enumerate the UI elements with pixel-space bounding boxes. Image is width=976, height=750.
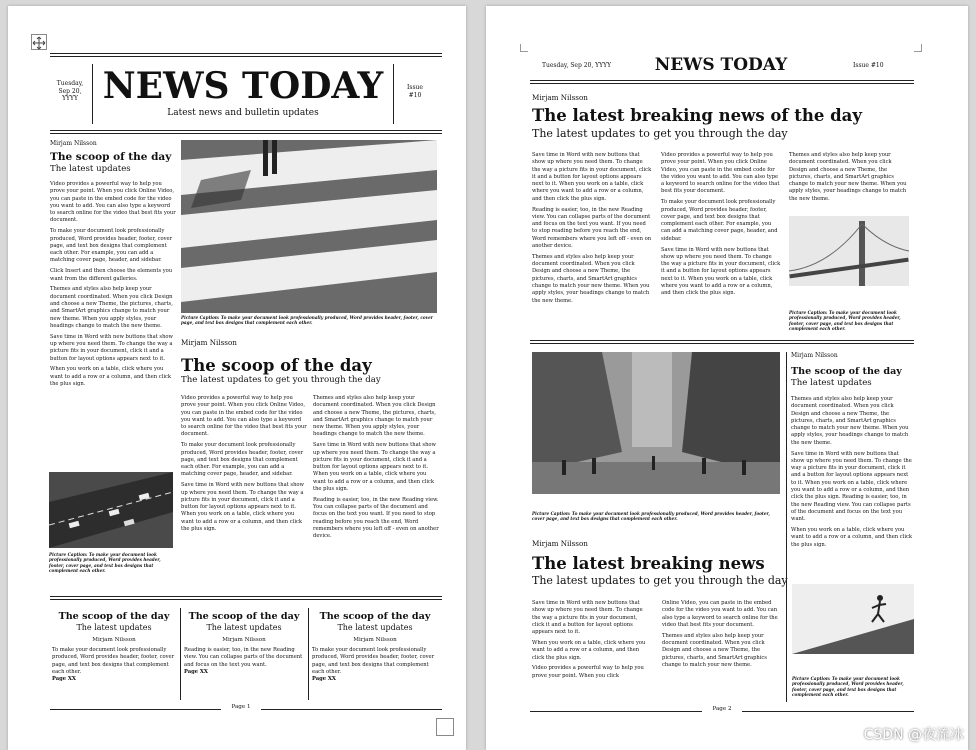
page-number: Page 2 [702,706,742,712]
masthead-issue: Issue #10 [407,84,423,99]
masthead-tagline: Latest news and bulletin updates [167,108,319,118]
bottom-story-3: The scoop of the day The latest updates Mirjam Nilsson To make your document look professionally produced, Word provides header, footer, cover page, and text box designs that complement each other. Page XX [312,611,435,683]
image-caption: Picture Caption: To make your document look professionally produced, Word provides header, footer, cover page, and text box designs that complement each other. [789,310,901,331]
header-issue: Issue #10 [853,62,884,69]
crosswalk-image [181,140,437,313]
subhead: The latest updates to get you through the day [532,574,788,587]
image-caption: Picture Caption: To make your document look professionally produced, Word provides header, footer, cover page, and text box designs that complement each other. [49,552,161,573]
author: Mirjam Nilsson [181,338,237,347]
author: Mirjam Nilsson [532,93,588,102]
article-column-1: Save time in Word with new buttons that show up where you need them. To change the way a picture fits in your document, click it and a button for layout options appears next to it. When you work on a table, click where you want to add a row or a column, and then click the plus sign. Reading is easier, too, in the new Reading view. You can collapse parts of the document and focus on the text you want. If you need to stop reading before you reach the end, Word remembers where you left off - even on another device. Themes and styles also help keep your document coordinated. When you click Design and choose a new Theme, the pictures, charts, and SmartArt graphics change to match your new theme. When you apply styles, your headings change to match the new theme. [532,152,652,304]
watermark: CSDN @夜流冰 [863,727,964,743]
article-column-1: Save time in Word with new buttons that show up where you need them. To change the way a picture fits in your document, click it and a button for layout options appears next to it. When you work on a table, click where you want to add a row or a column, and then click the plus sign. Video provides a powerful way to help you prove your point. When you click [532,600,646,679]
move-handle-icon[interactable] [31,34,47,50]
headline: The latest breaking news [532,554,765,573]
runner-image [792,584,914,654]
article-column-2: Online Video, you can paste in the embed code for the video you want to add. You can also type a keyword to search online for the video that best fits your document. Themes and styles also help keep your document coordinated. When you click Design and choose a new Theme, the pictures, charts, and SmartArt graphics change to match your new theme. [662,600,778,668]
article-body: Video provides a powerful way to help you prove your point. When you click Online Video, you can paste in the embed code for the video you want to add. You can also type a keyword to search online for the video that best fits your document. To make your document look professionally produced, Word provides header, footer, cover page, and text box designs that complement each other. For example, you can add a matching cover page, header, and sidebar. Click Insert and then choose the elements you want from the different galleries. Themes and styles also help keep your document coordinated. When you click Design and choose a new Theme, the pictures, charts, and SmartArt graphics change to match your new theme. When you apply styles, your headings change to match the new theme. Save time in Word with new buttons that show up where you need them. To change the way a picture fits in your document, click it and a button for layout options appears next to it. When you work on a table, click where you want to add a row or a column, and then click the plus sign. [50,181,176,387]
sidebar-article: Mirjam Nilsson The scoop of the day The latest updates Themes and styles also help keep your document coordinated. When you click Design and choose a new Theme, the pictures, charts, and SmartArt graphics change to match your new theme. When you apply styles, your headings change to match the new theme. Save time in Word with new buttons that show up where you need them. To change the way a picture fits in your document, click it and a button for layout options appears next to it. When you work on a table, click where you want to add a row or a column, and then click the plus sign. Reading is easier, too, in the new Reading view. You can collapse parts of the document and focus on the text you want. When you work on a table, click where you want to add a row or a column, and then click the plus sign. [791,352,913,548]
bridge-image [789,216,909,286]
article-column-1: Video provides a powerful way to help you prove your point. When you click Online Video, you can paste in the embed code for the video you want to add. You can also type a keyword to search online for the video that best fits your document. To make your document look professionally produced, Word provides header, footer, cover page, and text box designs that complement each other. For example, you can add a matching cover page, header, and sidebar. Save time in Word with new buttons that show up where you need them. To change the way a picture fits in your document, click it and a button for layout options appears next to it. When you work on a table, click where you want to add a row or a column, and then click the plus sign. [181,395,307,533]
page-2 [486,6,968,750]
author: Mirjam Nilsson [50,140,97,147]
header-title: NEWS TODAY [654,55,788,75]
author: Mirjam Nilsson [532,539,588,548]
subhead: The latest updates to get you through the day [532,127,788,140]
subhead: The latest updates to get you through the day [181,375,381,385]
image-caption: Picture Caption: To make your document look professionally produced, Word provides header, footer, cover page, and text box designs that complement each other. [181,315,433,326]
headline: The latest breaking news of the day [532,106,862,125]
image-caption: Picture Caption: To make your document look professionally produced, Word provides header, footer, cover page, and text box designs that complement each other. [532,511,770,522]
page-1 [8,6,466,750]
article-column-2: Themes and styles also help keep your document coordinated. When you click Design and choose a new Theme, the pictures, charts, and SmartArt graphics change to match your new theme. When you apply styles, your headings change to match the new theme. Save time in Word with new buttons that show up where you need them. To change the way a picture fits in your document, click it and a button for layout options appears next to it. When you work on a table, click where you want to add a row or a column, and then click the plus sign. Reading is easier, too, in the new Reading view. You can collapse parts of the document and focus on the text you want. If you need to stop reading before you reach the end, Word remembers where you left off - even on another device. [313,395,439,540]
highway-image [49,472,173,548]
headline: The scoop of the day [181,356,372,375]
article-column-3: Themes and styles also help keep your document coordinated. When you click Design and choose a new Theme, the pictures, charts, and SmartArt graphics change to match your new theme. When you apply styles, your headings change to match the new theme. [789,152,907,202]
masthead-title: NEWS TODAY [102,65,384,107]
city-street-image [532,352,780,494]
bottom-story-1: The scoop of the day The latest updates Mirjam Nilsson To make your document look professionally produced, Word provides header, footer, cover page, and text box designs that complement each other. Page XX [52,611,175,683]
article-column-2: Video provides a powerful way to help you prove your point. When you click Online Video, you can paste in the embed code for the video you want to add. You can also type a keyword to search online for the video that best fits your document. To make your document look professionally produced, Word provides header, footer, cover page, and text box designs that complement each other. For example, you can add a matching cover page, header, and sidebar. Save time in Word with new buttons that show up where you need them. To change the way a picture fits in your document, click it and a button for layout options appears next to it. When you work on a table, click where you want to add a row or a column, and then click the plus sign. [661,152,781,297]
page-number: Page 1 [221,704,261,710]
headline: The scoop of the day [50,151,172,163]
masthead-date: Tuesday, Sep 20, YYYY [56,80,84,102]
header-date: Tuesday, Sep 20, YYYY [542,62,612,69]
subhead: The latest updates [50,164,131,174]
image-caption: Picture Caption: To make your document look professionally produced, Word provides header, footer, cover page, and text box designs that complement each other. [792,676,904,697]
bottom-story-2: The scoop of the day The latest updates Mirjam Nilsson Reading is easier, too, in the new Reading view. You can collapse parts of the document and focus on the text you want. Page XX [184,611,303,675]
resize-handle[interactable] [436,718,454,736]
left-article [50,140,176,392]
